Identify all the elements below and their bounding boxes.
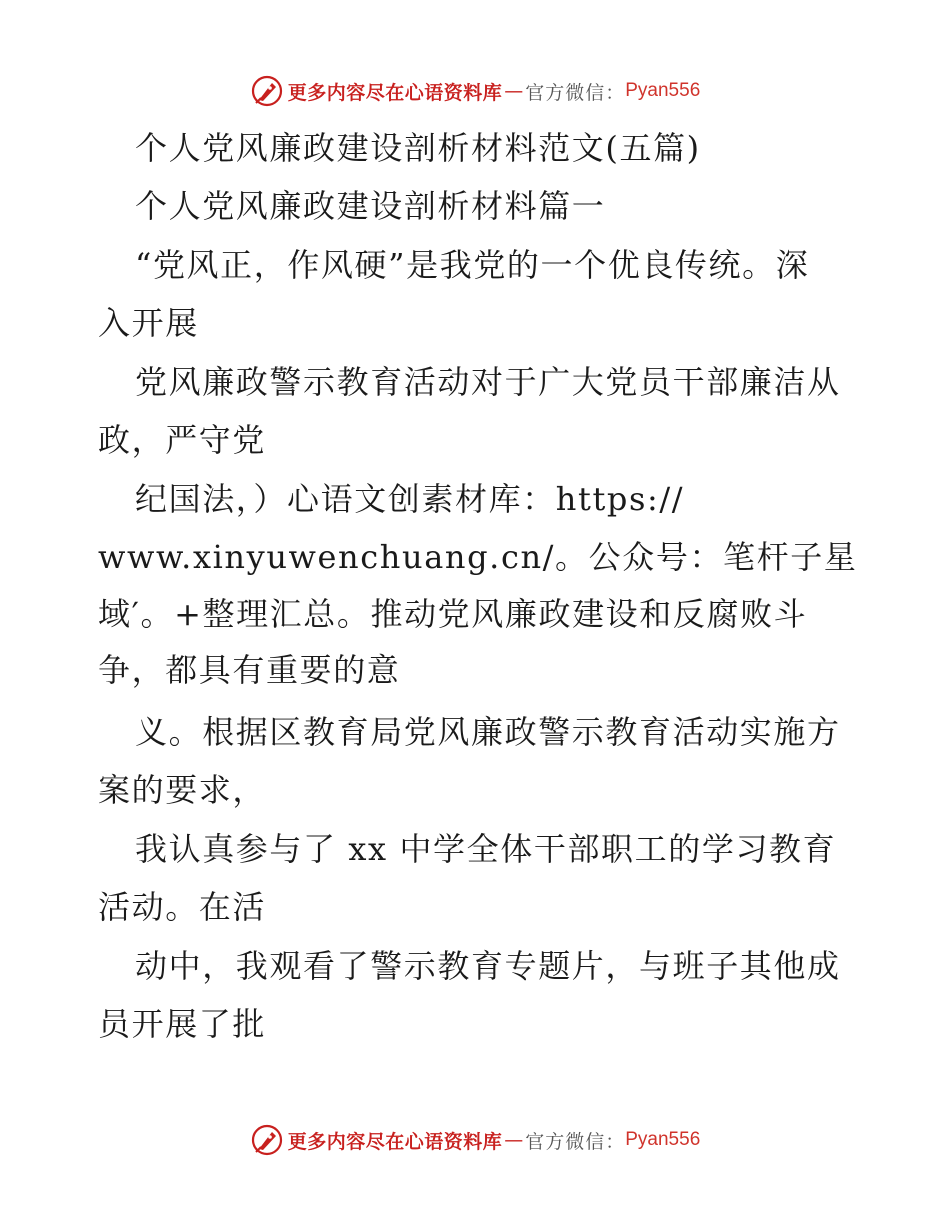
paragraph-line: 案的要求， bbox=[98, 771, 267, 809]
header-watermark bbox=[0, 71, 950, 111]
official-wechat-label: 官方微信： bbox=[525, 81, 626, 104]
paragraph-line: www.xinyuwenchuang.cn/。公众号：笔杆子星 bbox=[98, 538, 858, 576]
paragraph-line: 争，都具有重要的意 bbox=[98, 651, 401, 689]
paragraph-line: 入开展 bbox=[98, 304, 199, 342]
paragraph-line: 活动。在活 bbox=[98, 888, 267, 926]
pen-nib-icon bbox=[250, 74, 284, 108]
wechat-id: Pyan556 bbox=[625, 80, 701, 101]
brand-name: 更多内容尽在心语资料库 bbox=[287, 1130, 503, 1153]
official-wechat-label: 官方微信： bbox=[525, 1130, 626, 1153]
paragraph-line: 员开展了批 bbox=[98, 1005, 267, 1043]
footer-watermark bbox=[0, 1120, 950, 1160]
document-title: 个人党风廉政建设剖析材料范文(五篇) bbox=[135, 129, 701, 167]
paragraph-line: 我认真参与了 xx 中学全体干部职工的学习教育 bbox=[135, 830, 837, 868]
paragraph-line: 义。根据区教育局党风廉政警示教育活动实施方 bbox=[135, 713, 841, 751]
brand-name: 更多内容尽在心语资料库 bbox=[287, 81, 503, 104]
pen-nib-icon bbox=[250, 1123, 284, 1157]
paragraph-line: 动中，我观看了警示教育专题片，与班子其他成 bbox=[135, 947, 841, 985]
document-subtitle: 个人党风廉政建设剖析材料篇一 bbox=[135, 187, 606, 225]
paragraph-line: “党风正，作风硬”是我党的一个优良传统。深 bbox=[135, 246, 810, 284]
paragraph-line: 纪国法，）心语文创素材库：https:// bbox=[135, 480, 685, 518]
paragraph-line: 政，严守党 bbox=[98, 421, 267, 459]
banner-separator: — bbox=[504, 1129, 524, 1151]
paragraph-line: 党风廉政警示教育活动对于广大党员干部廉洁从 bbox=[135, 363, 841, 401]
wechat-id: Pyan556 bbox=[625, 1129, 701, 1150]
paragraph-line: 域′。+整理汇总。推动党风廉政建设和反腐败斗 bbox=[98, 595, 808, 633]
banner-separator: — bbox=[504, 80, 524, 102]
